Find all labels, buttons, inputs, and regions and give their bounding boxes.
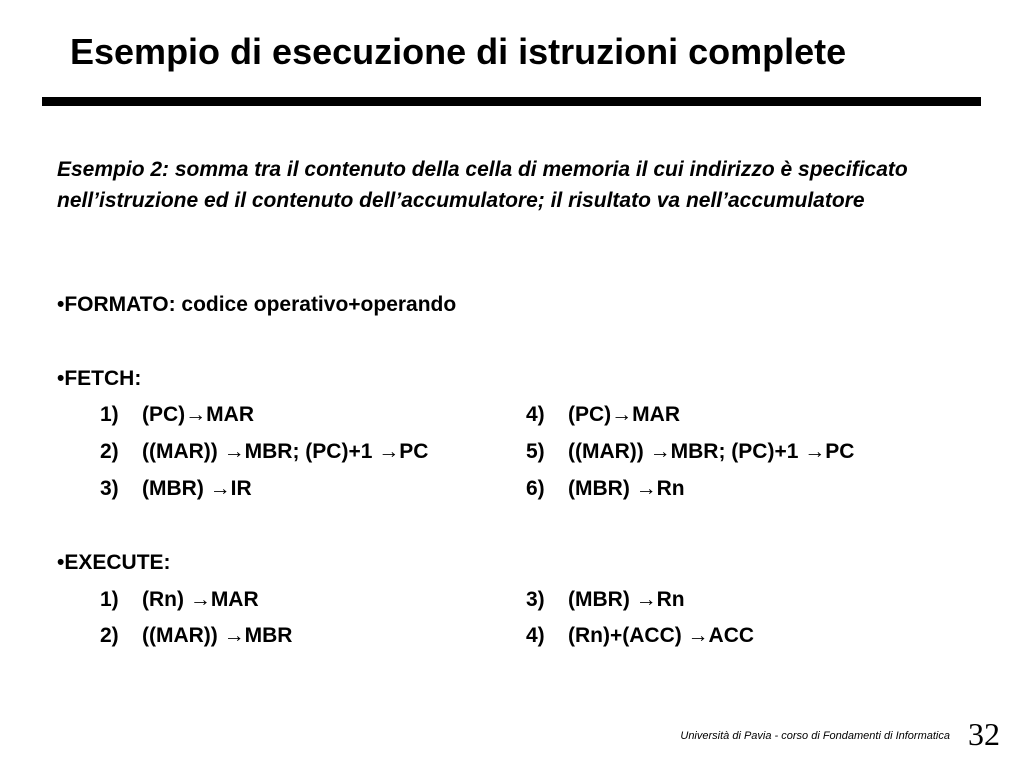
- execute-heading: •EXECUTE:: [57, 551, 171, 574]
- step-number: 6): [526, 477, 545, 500]
- step-number: 2): [100, 624, 119, 647]
- footer-course-label: Università di Pavia - corso di Fondamenti di Informatica: [680, 730, 950, 742]
- step-number: 2): [100, 440, 119, 463]
- step-text: (MBR) →Rn: [568, 477, 685, 500]
- slide-title: Esempio di esecuzione di istruzioni complete: [70, 31, 847, 72]
- step-number: 4): [526, 403, 545, 426]
- step-text: ((MAR)) →MBR; (PC)+1 →PC: [142, 440, 429, 463]
- execute-step: [100, 585, 259, 615]
- page-number: 32: [968, 716, 1000, 752]
- fetch-step: [526, 437, 854, 467]
- step-text: (MBR) →Rn: [568, 588, 685, 611]
- step-number: 3): [100, 477, 119, 500]
- execute-step: [526, 585, 685, 615]
- step-text: (PC)→MAR: [568, 403, 680, 426]
- fetch-step: [100, 474, 252, 504]
- execute-step: [526, 621, 754, 651]
- fetch-step: [526, 400, 680, 430]
- formato-bullet: •FORMATO: codice operativo+operando: [57, 293, 457, 316]
- fetch-step: [526, 474, 685, 504]
- step-number: 4): [526, 624, 545, 647]
- fetch-step: [100, 400, 254, 430]
- step-text: ((MAR)) →MBR; (PC)+1 →PC: [568, 440, 855, 463]
- step-number: 3): [526, 588, 545, 611]
- fetch-heading: •FETCH:: [57, 367, 142, 390]
- step-number: 5): [526, 440, 545, 463]
- step-text: (MBR) →IR: [142, 477, 252, 500]
- example-description: Esempio 2: somma tra il contenuto della cella di memoria il cui indirizzo è specificato nell’istruzione ed il contenuto dell’accumulatore; il risultato va nell’accumulatore: [57, 158, 908, 212]
- execute-step: [100, 621, 292, 651]
- step-text: (Rn)+(ACC) →ACC: [568, 624, 755, 647]
- step-number: 1): [100, 588, 119, 611]
- step-number: 1): [100, 403, 119, 426]
- step-text: ((MAR)) →MBR: [142, 624, 293, 647]
- step-text: (PC)→MAR: [142, 403, 254, 426]
- fetch-step: [100, 437, 428, 467]
- step-text: (Rn) →MAR: [142, 588, 259, 611]
- title-underline: [42, 97, 981, 106]
